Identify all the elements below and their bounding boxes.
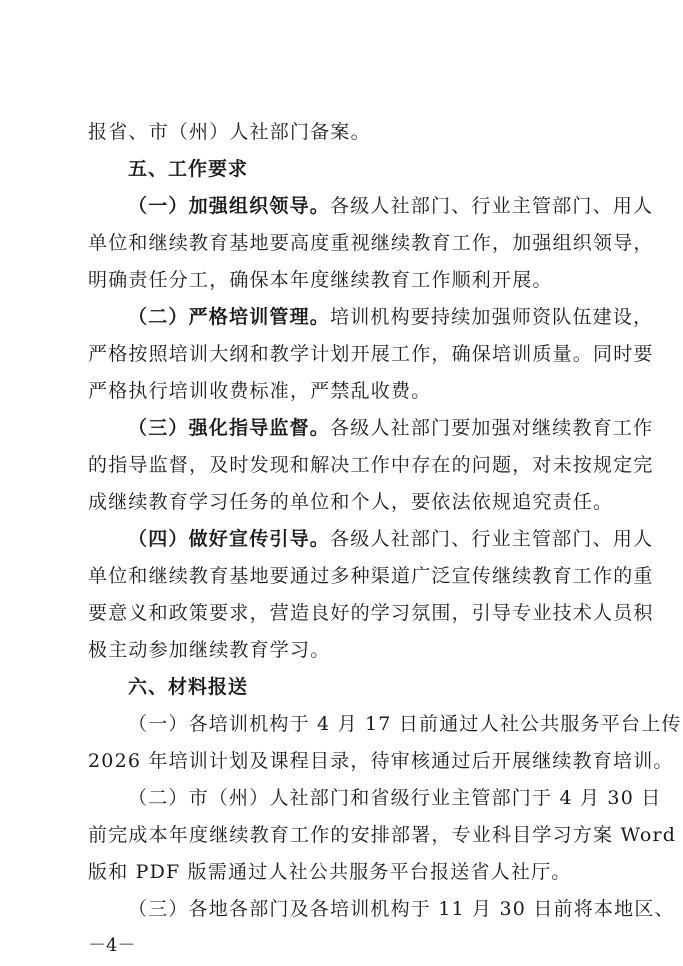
section-heading: 六、材料报送 xyxy=(128,676,249,698)
body-line: 2026 年培训计划及课程目录，待审核通过后开展继续教育培训。 xyxy=(88,750,674,772)
subsection-title: （四）做好宣传引导。 xyxy=(128,528,331,550)
body-line: （二）市（州）人社部门和省级行业主管部门于 4 月 30 日 xyxy=(128,787,662,809)
body-line: 成继续教育学习任务的单位和个人，要依法依规追究责任。 xyxy=(88,491,614,513)
body-text: 各级人社部门要加强对继续教育工作 xyxy=(330,417,654,439)
paragraph-first-line xyxy=(128,416,654,440)
subsection-title: （三）强化指导监督。 xyxy=(128,417,331,439)
body-line: 的指导监督，及时发现和解决工作中存在的问题，对未按规定完 xyxy=(88,454,654,476)
body-line: 要意义和政策要求，营造良好的学习氛围，引导专业技术人员积 xyxy=(88,602,654,624)
body-line: 极主动参加继续教育学习。 xyxy=(88,639,331,661)
body-line: 单位和继续教育基地要通过多种渠道广泛宣传继续教育工作的重 xyxy=(88,565,654,587)
body-line: （三）各地各部门及各培训机构于 11 月 30 日前将本地区、 xyxy=(128,898,675,920)
subsection-title: （一）加强组织领导。 xyxy=(128,195,331,217)
body-text: 各级人社部门、行业主管部门、用人 xyxy=(330,195,654,217)
body-line: 版和 PDF 版需通过人社公共服务平台报送省人社厅。 xyxy=(88,861,572,883)
body-text: 各级人社部门、行业主管部门、用人 xyxy=(330,528,654,550)
subsection-title: （二）严格培训管理。 xyxy=(128,306,331,328)
body-line: 严格按照培训大纲和教学计划开展工作，确保培训质量。同时要 xyxy=(88,343,654,365)
body-line: （一）各培训机构于 4 月 17 日前通过人社公共服务平台上传 xyxy=(128,713,682,735)
body-line: 明确责任分工，确保本年度继续教育工作顺利开展。 xyxy=(88,269,553,291)
body-line: 单位和继续教育基地要高度重视继续教育工作，加强组织领导， xyxy=(88,232,654,254)
body-line: 报省、市（州）人社部门备案。 xyxy=(88,121,371,143)
body-text: 培训机构要持续加强师资队伍建设， xyxy=(330,306,654,328)
body-line: 严格执行培训收费标准，严禁乱收费。 xyxy=(88,380,432,402)
page-number: －4－ xyxy=(88,935,136,956)
body-line: 前完成本年度继续教育工作的安排部署，专业科目学习方案 Word xyxy=(88,824,677,846)
section-heading: 五、工作要求 xyxy=(128,158,249,180)
paragraph-first-line xyxy=(128,305,654,329)
paragraph-first-line xyxy=(128,527,654,551)
paragraph-first-line xyxy=(128,194,654,218)
